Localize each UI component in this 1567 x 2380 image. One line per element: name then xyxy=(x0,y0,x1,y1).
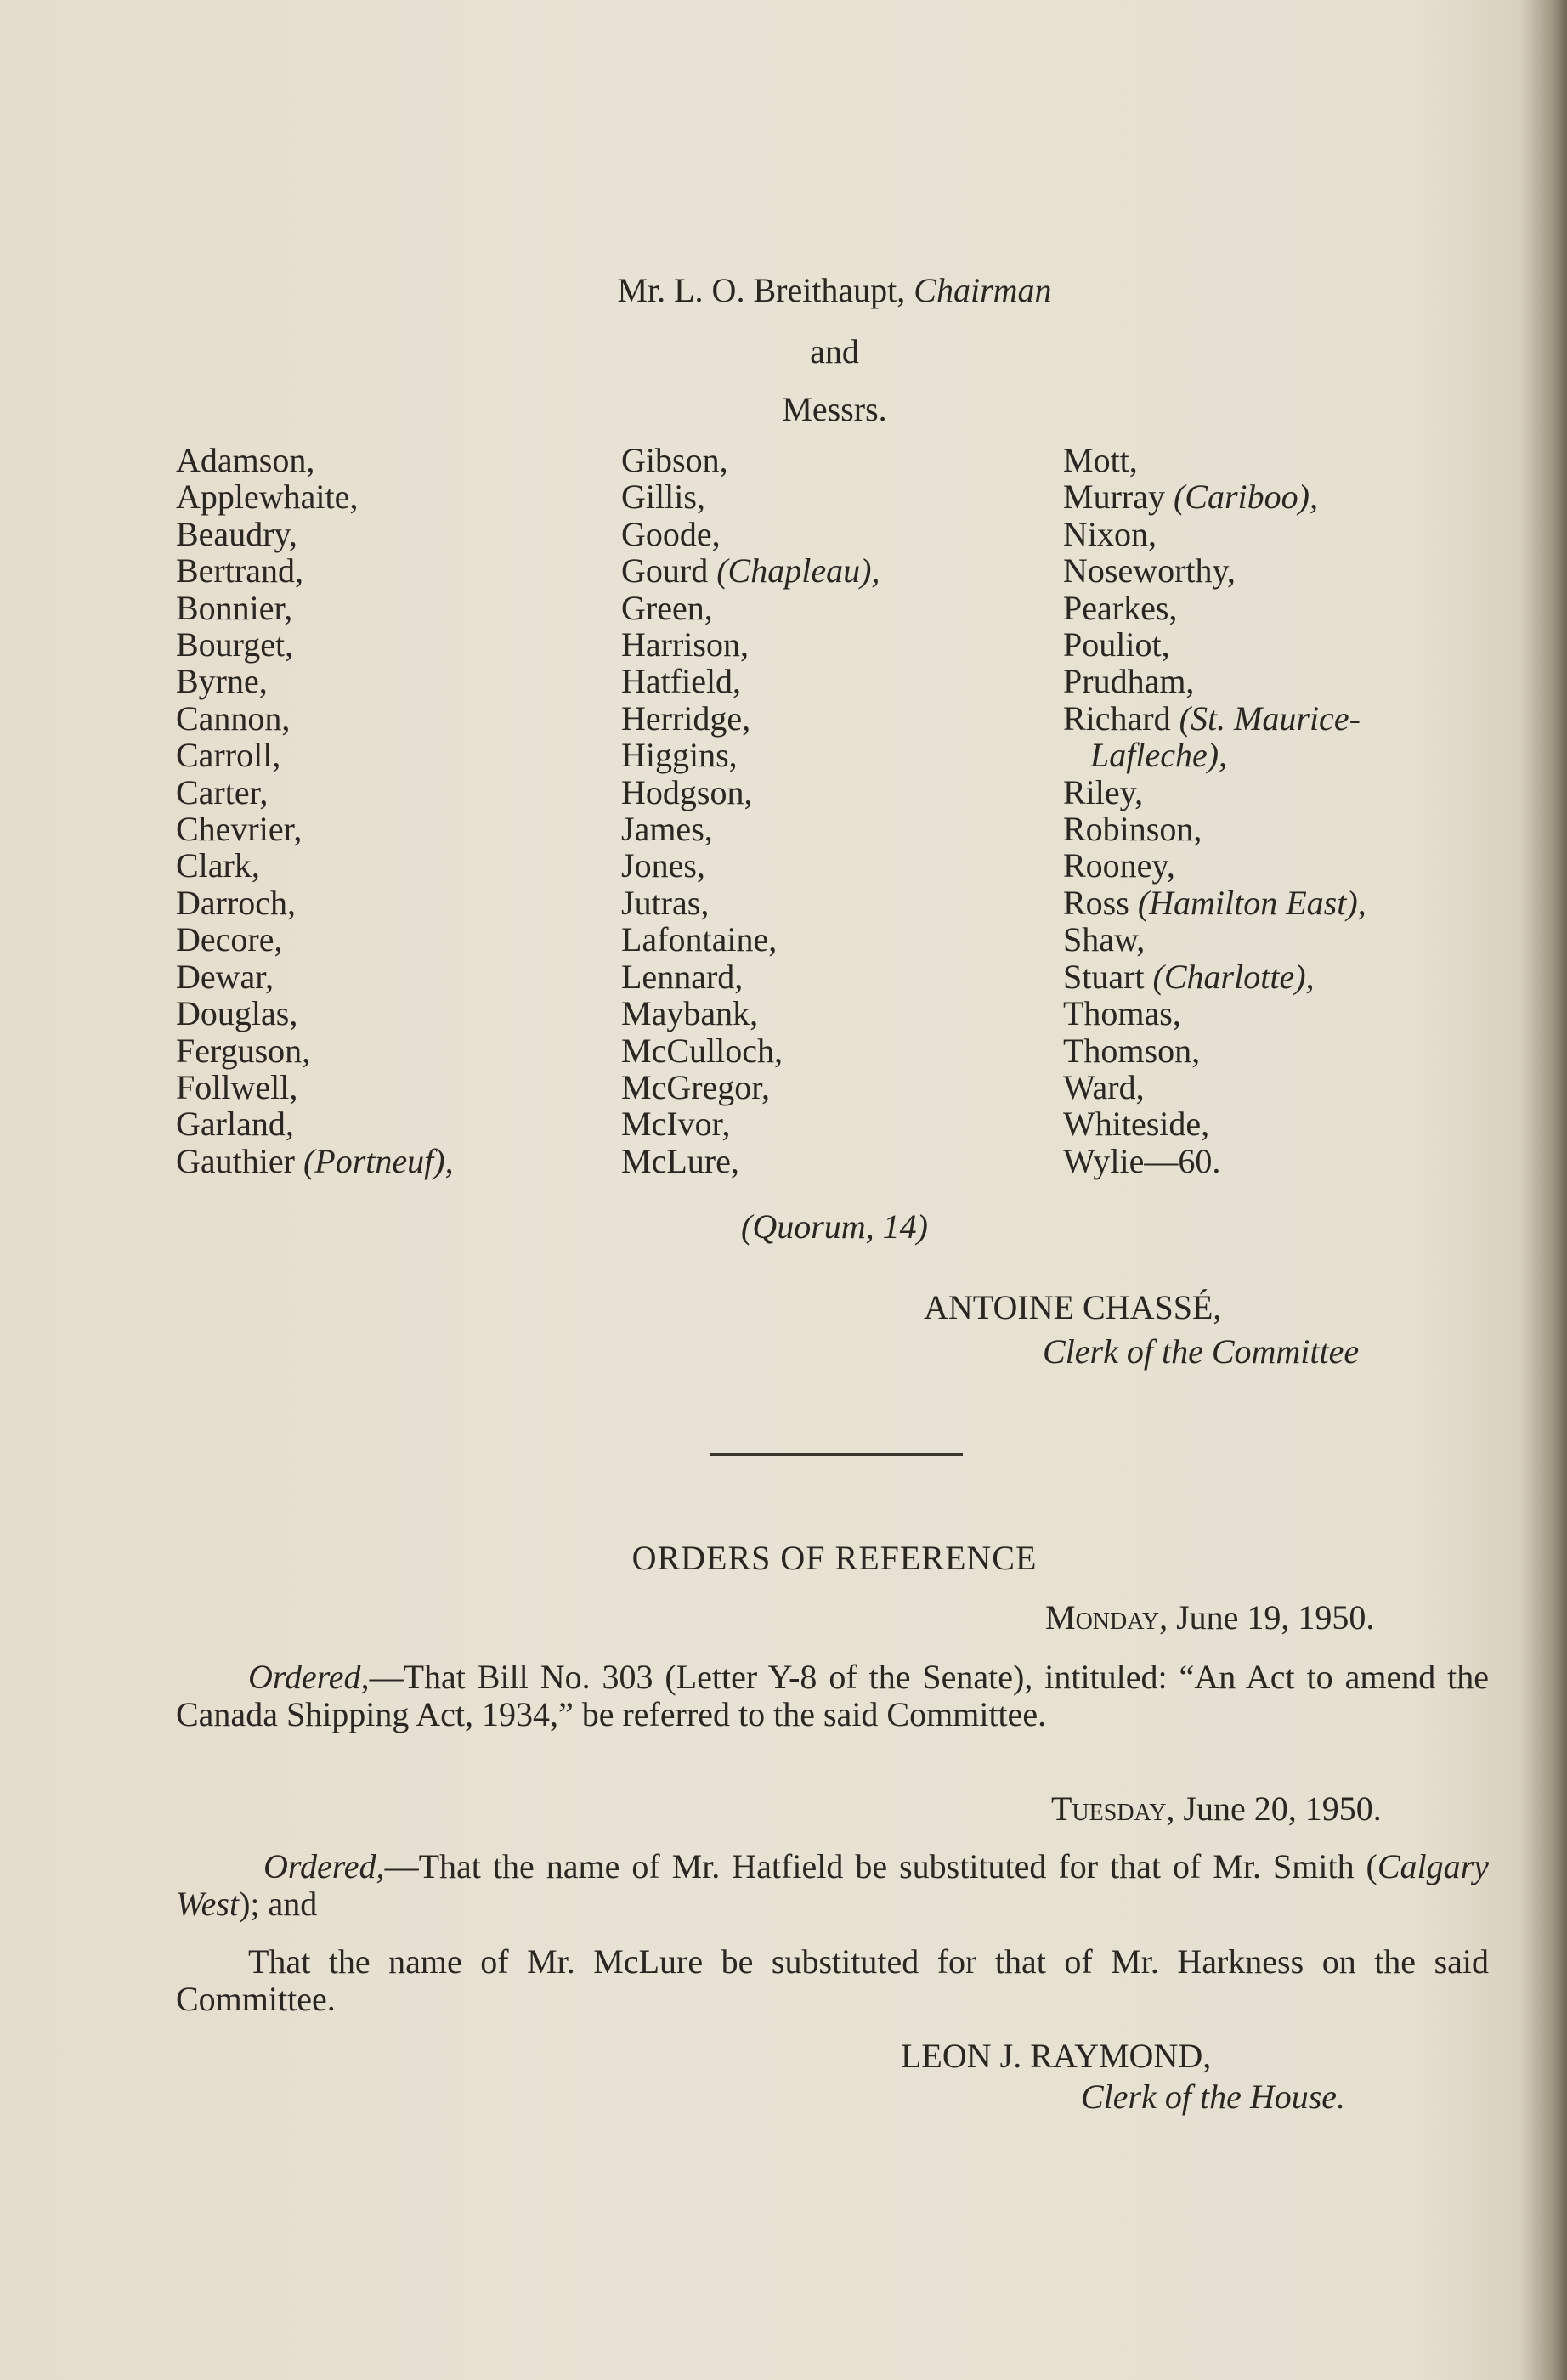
member-name: McIvor, xyxy=(621,1105,731,1144)
member-riding: (Cariboo), xyxy=(1173,478,1318,517)
member-name: Jones, xyxy=(621,846,705,885)
member-name: Maybank, xyxy=(621,994,759,1033)
member-entry xyxy=(176,995,454,1032)
member-entry xyxy=(621,516,880,552)
member-name: Richard xyxy=(1063,698,1171,738)
member-name: Higgins, xyxy=(621,736,738,775)
member-name: Robinson, xyxy=(1063,810,1202,849)
member-entry xyxy=(176,516,454,552)
committee-clerk-title: Clerk of the Committee xyxy=(1043,1332,1360,1371)
member-riding: (Charlotte), xyxy=(1152,957,1315,996)
member-name: Beaudry, xyxy=(176,514,297,553)
member-name: Stuart xyxy=(1063,957,1145,996)
member-entry xyxy=(1063,811,1366,847)
member-entry xyxy=(176,1143,454,1179)
member-column-2 xyxy=(621,442,880,1179)
quorum-note: (Quorum, 14) xyxy=(741,1207,928,1246)
order-2-ordered: Ordered, xyxy=(263,1847,385,1885)
member-entry xyxy=(621,958,880,995)
order-1-text: —That Bill No. 303 (Letter Y-8 of the Senate), intituled: “An Act to amend the Canada Shipping Act, 1934,” be referred to the said Committee. xyxy=(176,1658,1489,1733)
order-2-text-b: ); and xyxy=(239,1885,318,1923)
member-entry xyxy=(621,626,880,663)
member-name: Chevrier, xyxy=(176,810,303,849)
member-entry xyxy=(176,958,454,995)
member-name: Goode, xyxy=(621,514,721,553)
member-entry xyxy=(621,774,880,811)
member-name: Gauthier xyxy=(176,1141,295,1180)
member-riding: (Hamilton East), xyxy=(1137,883,1366,922)
member-name: Bourget, xyxy=(176,625,294,664)
member-entry xyxy=(1063,552,1366,589)
member-name: Herridge, xyxy=(621,698,751,738)
member-entry xyxy=(176,1069,454,1105)
member-entry xyxy=(1063,958,1366,995)
member-entry xyxy=(621,995,880,1032)
member-name: Darroch, xyxy=(176,883,297,922)
member-entry xyxy=(176,847,454,884)
member-name: Jutras, xyxy=(621,883,710,922)
member-riding: Lafleche), xyxy=(1090,736,1228,775)
member-entry xyxy=(1063,737,1366,773)
member-entry xyxy=(1063,995,1366,1032)
chairman-title: Chairman xyxy=(914,271,1052,309)
member-name: Pouliot, xyxy=(1063,625,1170,664)
member-name: Green, xyxy=(621,588,713,627)
member-name: Harrison, xyxy=(621,625,749,664)
member-entry xyxy=(1063,516,1366,552)
member-name: Douglas, xyxy=(176,994,298,1033)
member-entry xyxy=(1063,1105,1366,1142)
member-entry xyxy=(621,442,880,478)
member-entry xyxy=(176,663,454,699)
member-riding: (Chapleau), xyxy=(716,551,880,591)
member-entry xyxy=(621,847,880,884)
member-name: James, xyxy=(621,810,713,849)
order-date-1-rest: June 19, 1950. xyxy=(1168,1598,1375,1637)
member-entry xyxy=(621,811,880,847)
member-name: Riley, xyxy=(1063,772,1144,811)
member-name: Wylie—60. xyxy=(1063,1141,1221,1180)
messrs-line: Messrs. xyxy=(782,390,887,428)
member-entry xyxy=(1063,700,1366,737)
member-entry xyxy=(176,1105,454,1142)
member-name: Noseworthy, xyxy=(1063,551,1236,591)
member-entry xyxy=(176,921,454,958)
order-date-2 xyxy=(1051,1789,1382,1829)
member-name: Mott, xyxy=(1063,441,1138,479)
house-clerk-name: LEON J. RAYMOND, xyxy=(901,2037,1212,2075)
member-name: Ward, xyxy=(1063,1067,1145,1106)
member-name: Byrne, xyxy=(176,662,268,701)
member-list xyxy=(176,442,1502,1190)
order-date-2-day: Tuesday, xyxy=(1051,1789,1175,1828)
member-name: McLure, xyxy=(621,1141,739,1180)
member-name: Adamson, xyxy=(176,441,315,479)
member-name: Shaw, xyxy=(1063,920,1146,959)
order-paragraph-2 xyxy=(176,1848,1489,1923)
member-entry xyxy=(621,1032,880,1069)
member-entry xyxy=(1063,478,1366,515)
member-name: Lafontaine, xyxy=(621,920,778,959)
order-1-ordered: Ordered, xyxy=(248,1658,370,1696)
order-date-1 xyxy=(1045,1597,1374,1637)
member-name: Follwell, xyxy=(176,1067,298,1106)
member-name: Applewhaite, xyxy=(176,478,359,517)
member-entry xyxy=(176,885,454,921)
member-entry xyxy=(1063,626,1366,663)
member-name: Hodgson, xyxy=(621,772,753,811)
member-name: Rooney, xyxy=(1063,846,1175,885)
member-entry xyxy=(1063,442,1366,478)
member-name: Thomas, xyxy=(1063,994,1181,1033)
order-2-text-a: —That the name of Mr. Hatfield be substituted for that of Mr. Smith ( xyxy=(384,1847,1377,1885)
member-entry xyxy=(1063,1069,1366,1105)
member-name: Clark, xyxy=(176,846,260,885)
member-entry xyxy=(1063,885,1366,921)
member-name: Thomson, xyxy=(1063,1031,1201,1070)
member-name: Murray xyxy=(1063,478,1165,517)
member-entry xyxy=(621,1069,880,1105)
member-name: McGregor, xyxy=(621,1067,770,1106)
member-entry xyxy=(621,921,880,958)
member-name: Gillis, xyxy=(621,478,705,517)
member-name: Bertrand, xyxy=(176,551,303,591)
member-name: Gibson, xyxy=(621,441,728,479)
member-name: Pearkes, xyxy=(1063,588,1178,627)
member-entry xyxy=(1063,847,1366,884)
member-entry xyxy=(621,1143,880,1179)
member-entry xyxy=(1063,1143,1366,1179)
section-divider xyxy=(710,1453,963,1456)
order-date-1-day: Monday, xyxy=(1045,1598,1168,1637)
member-name: Whiteside, xyxy=(1063,1105,1210,1144)
member-name: Gourd xyxy=(621,551,709,591)
member-entry xyxy=(1063,1032,1366,1069)
member-entry xyxy=(621,478,880,515)
member-entry xyxy=(176,737,454,773)
member-name: Prudham, xyxy=(1063,662,1195,701)
order-date-2-rest: June 20, 1950. xyxy=(1174,1789,1382,1828)
member-name: McCulloch, xyxy=(621,1031,783,1070)
member-entry xyxy=(621,663,880,699)
member-entry xyxy=(621,590,880,626)
member-name: Ross xyxy=(1063,883,1129,922)
member-name: Lennard, xyxy=(621,957,744,996)
member-column-1 xyxy=(176,442,454,1179)
order-2-riding: Calgary West xyxy=(176,1847,1489,1923)
member-name: Decore, xyxy=(176,920,283,959)
member-entry xyxy=(1063,590,1366,626)
member-name: Bonnier, xyxy=(176,588,293,627)
member-entry xyxy=(1063,774,1366,811)
member-entry xyxy=(176,811,454,847)
member-name: Ferguson, xyxy=(176,1031,311,1070)
member-column-3 xyxy=(1063,442,1366,1179)
member-entry xyxy=(621,1105,880,1142)
order-paragraph-3: That the name of Mr. McLure be substituted for that of Mr. Harkness on the said Committee. xyxy=(176,1942,1489,2018)
member-riding: (Portneuf), xyxy=(303,1141,454,1180)
member-name: Garland, xyxy=(176,1105,294,1144)
member-entry xyxy=(176,700,454,737)
member-riding: (St. Maurice- xyxy=(1179,698,1361,738)
member-name: Dewar, xyxy=(176,957,274,996)
member-entry xyxy=(176,626,454,663)
member-name: Cannon, xyxy=(176,698,291,738)
chairman-name: Mr. L. O. Breithaupt, xyxy=(617,271,906,309)
member-name: Hatfield, xyxy=(621,662,742,701)
member-entry xyxy=(621,885,880,921)
house-clerk-title: Clerk of the House. xyxy=(1081,2078,1346,2116)
orders-title: ORDERS OF REFERENCE xyxy=(631,1539,1038,1577)
member-entry xyxy=(176,442,454,478)
member-entry xyxy=(176,1032,454,1069)
member-name: Nixon, xyxy=(1063,514,1157,553)
member-entry xyxy=(176,590,454,626)
and-line: and xyxy=(810,332,859,370)
member-entry xyxy=(176,552,454,589)
order-paragraph-1 xyxy=(176,1659,1489,1733)
member-entry xyxy=(1063,663,1366,699)
member-entry xyxy=(621,700,880,737)
member-entry xyxy=(176,774,454,811)
member-entry xyxy=(621,552,880,589)
member-name: Carroll, xyxy=(176,736,281,775)
committee-clerk-name: ANTOINE CHASSÉ, xyxy=(924,1288,1222,1326)
member-entry xyxy=(1063,921,1366,958)
chairman-line xyxy=(0,270,1567,310)
member-name: Carter, xyxy=(176,772,269,811)
member-entry xyxy=(176,478,454,515)
member-entry xyxy=(621,737,880,773)
